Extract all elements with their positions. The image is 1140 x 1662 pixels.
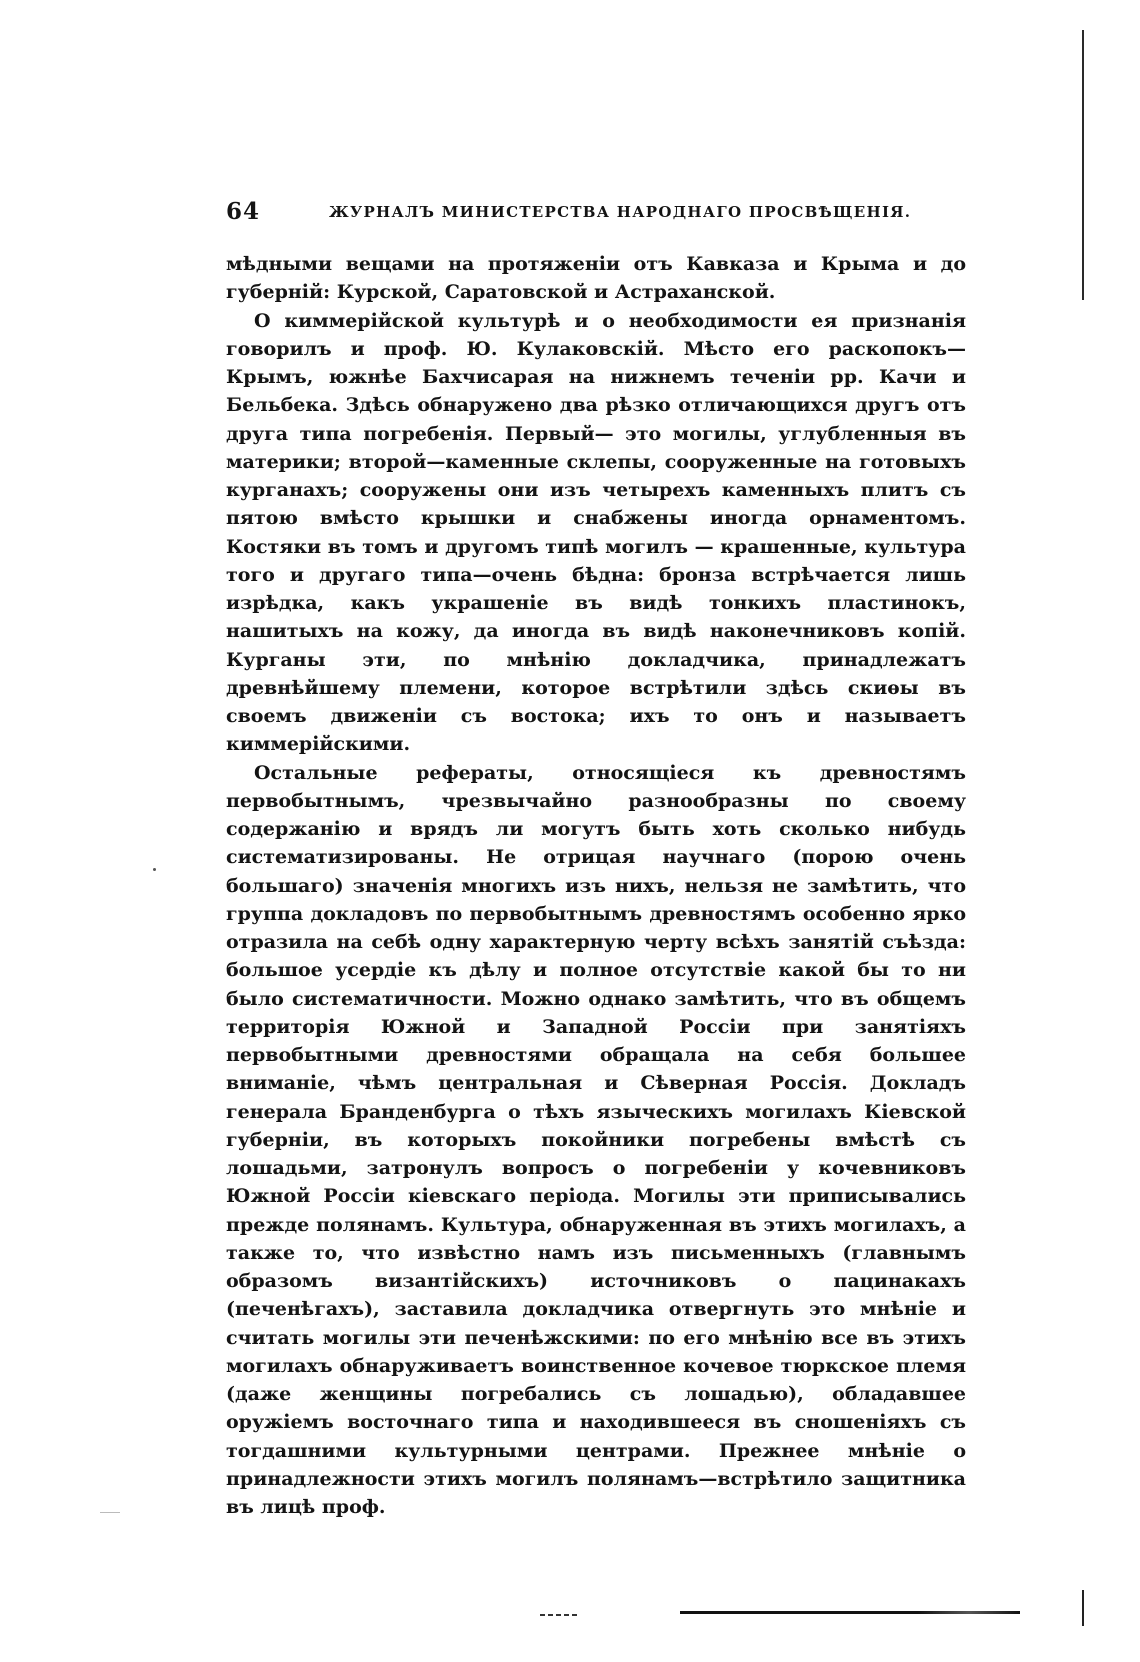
paragraph-other-reports: Остальные рефераты, относящіеся къ древностямъ первобытнымъ, чрезвычайно разнообразны по своему содержанію и врядъ ли могутъ быть хоть сколько нибудь систематизированы. Не отрицая научнаго (порою очень большаго) значенія многихъ изъ нихъ, нельзя не замѣтить, что группа докладовъ по первобытнымъ древностямъ особенно ярко отразила на себѣ одну характерную черту всѣхъ занятій съѣзда: большое усердіе къ дѣлу и полное отсутствіе какой бы то ни было систематичности. Можно однако замѣтить, что въ общемъ территорія Южной и Западной Россіи при занятіяхъ первобытными древностями обращала на себя большее вниманіе, чѣмъ центральная и Сѣверная Россія. Докладъ генерала Бранденбурга о тѣхъ языческихъ могилахъ Кіевской губерніи, въ которыхъ покойники погребены вмѣстѣ съ лошадьми, затронулъ вопросъ о погребеніи у кочевниковъ Южной Россіи кіевскаго періода. Могилы эти приписывались прежде полянамъ. Культура, обнаруженная въ этихъ могилахъ, а также то, что извѣстно намъ изъ письменныхъ (главнымъ образомъ византійскихъ) источниковъ о пацинакахъ (печенѣгахъ), заставила докладчика отвергнуть это мнѣніе и считать могилы эти печенѣжскими: по его мнѣнію все въ этихъ могилахъ обнаруживаетъ воинственное кочевое тюркское племя (даже женщины погребались съ лошадью), обладавшее оружіемъ восточнаго типа и находившееся въ сношеніяхъ съ тогдашними культурными центрами. Прежнее мнѣніе о принадлежности этихъ могилъ полянамъ—встрѣтило защитника въ лицѣ проф. <box>226 761 966 1518</box>
paragraph-kimmerian: О киммерійской культурѣ и о необходимости ея признанія говорилъ и проф. Ю. Кулаковскій. Мѣсто его раскопокъ—Крымъ, южнѣе Бахчисарая на нижнемъ теченіи рр. Качи и Бельбека. Здѣсь обнаружено два рѣзко отличающихся другъ отъ друга типа погребенія. Первый— это могилы, углубленныя въ материки; второй—каменные склепы, сооруженные на готовыхъ курганахъ; сооружены они изъ четырехъ каменныхъ плитъ съ пятою вмѣсто крышки и снабжены иногда орнаментомъ. Костяки въ томъ и другомъ типѣ могилъ — крашенные, культура того и другаго типа—очень бѣдна: бронза встрѣчается лишь изрѣдка, какъ украшеніе въ видѣ тонкихъ пластинокъ, нашитыхъ на кожу, да иногда въ видѣ наконечниковъ копій. Курганы эти, по мнѣнію докладчика, принадлежатъ древнѣйшему племени, которое встрѣтили здѣсь скиѳы въ своемъ движеніи съ востока; ихъ то онъ и называетъ киммерійскими. <box>226 309 966 756</box>
scan-speck <box>153 868 156 871</box>
page-number: 64 <box>226 198 261 225</box>
page-edge-rule <box>1082 30 1084 300</box>
bottom-line-artifact <box>680 1611 1020 1614</box>
body-text <box>226 250 966 1521</box>
running-header <box>226 198 966 230</box>
bottom-edge-rule <box>1082 1590 1084 1626</box>
running-title: ЖУРНАЛЪ МИНИСТЕРСТВА НАРОДНАГО ПРОСВѢЩЕНІЯ. <box>329 203 912 221</box>
bottom-dashed-artifact <box>540 1614 580 1616</box>
paragraph-continuation: мѣдными вещами на протяженіи отъ Кавказа и Крыма и до губерній: Курской, Саратовской и Астраханской. <box>226 253 966 304</box>
scan-artifact-dash <box>100 1512 120 1513</box>
